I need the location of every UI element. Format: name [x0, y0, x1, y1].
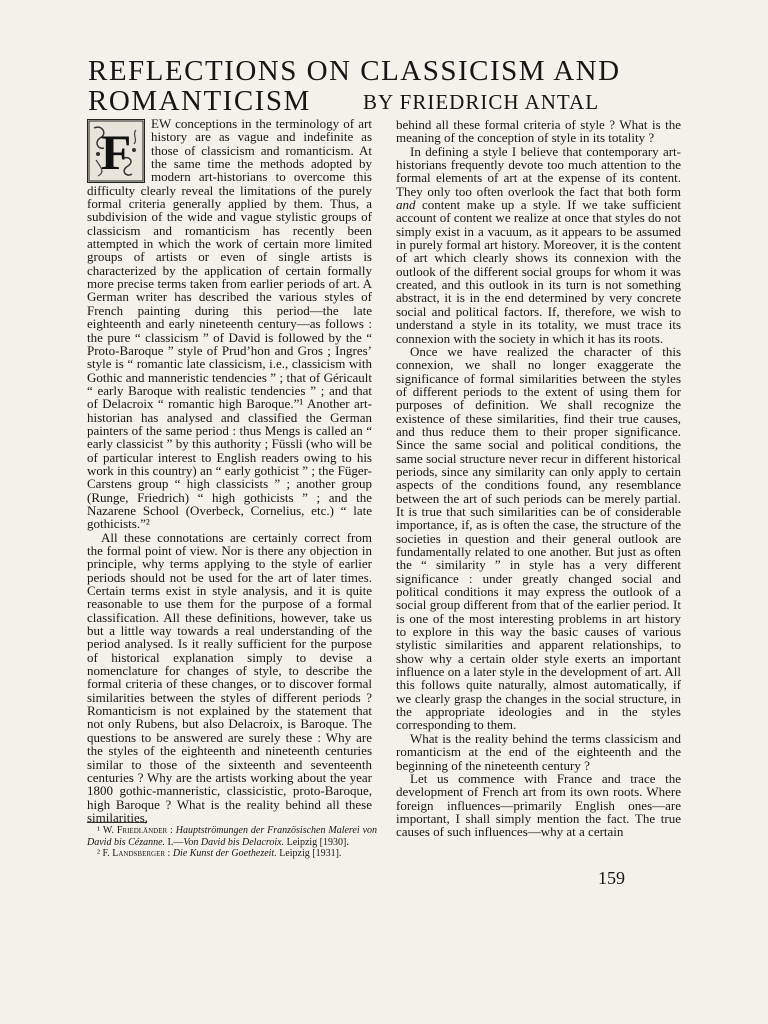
author-byline: BY FRIEDRICH ANTAL: [363, 90, 600, 114]
left-column: [87, 117, 372, 824]
footnote-text: Leipzig [1930].: [284, 836, 349, 848]
paragraph-content-form: [396, 145, 681, 345]
footnote-text: Leipzig [1931].: [276, 848, 342, 859]
footnote-title: Von David bis Delacroix.: [183, 836, 285, 848]
page-number: 159: [598, 868, 625, 888]
footnote-1: [87, 825, 377, 848]
footnote-author: W. Friedländer: [102, 825, 168, 836]
paragraph-1: [87, 117, 372, 531]
footnote-divider: [87, 822, 147, 823]
paragraph-question: What is the reality behind the terms classicism and romanticism at the end of the eighteenth and the beginning of the nineteenth century ?: [396, 730, 681, 773]
footnote-2: [87, 848, 377, 860]
paragraph-connexion: Once we have realized the character of this connexion, we shall no longer exaggerate the significance of formal similarities between the styles of different periods to the extent of using them for purposes of definition. We shall recognize the existence of these similarities, find their true causes, and thus reduce them to their proper significance. Since the same social and political conditions, the same social structure never recur in different historical periods, since any similarity can only apply to certain aspects of the conditions found, any resemblance between the art of such periods can be merely partial. It is true that such similarities can be of considerable importance, if, as is often the case, the structure of the societies in question and their general outlook are fundamentally related to one another. But just as often the “ similarity ” in style has a very different significance : under greatly changed social and political conditions it may express the outlook of a social group different from that of the earlier period. It is one of the most interesting problems in art history to explore in this way the basic causes of various stylistic similarities and apparent relationships, to show why a certain older style exerts an important influence on a later style in the development of art. All this follows quite naturally, almost automatically, if we clearly grasp the changes in the social structure, in the appropriate ideologies and in the styles corresponding to them.: [396, 343, 681, 733]
paragraph-1-text: EW conceptions in the terminology of art history are as vague and indefinite as those of classicism and romanticism. At the same time the methods adopted by modern art-historians to overcome this difficulty clearly reveal the limitations of the purely formal criteria generally applied by them. Thus, a subdivision of the wide and vague stylistic groups of classicism and romanticism has recently been attempted in which the work of certain more limited groups of artists or even of single artists is characterized by the application of certain formally more precise terms taken from earlier periods of art. A German writer has described the various styles of French painting during this period—the late eighteenth and early nineteenth century—as follows : the pure “ classicism ” of David is followed by the “ Proto-Baroque ” style of Prud’hon and Gros ; Ingres’ style is “ romantic late classicism, i.e., classicism with Gothic and manneristic tendencies ” ; that of Géricault “ early Baroque with realistic tendencies ” ; and that of Delacroix “ romantic high Baroque.”¹ Another art-historian has analysed and classified the German painters of the same period : thus Mengs is called an “ early classicist ” by this authority ; Füssli (who will be of particular interest to English readers owing to his work in this country) an “ early gothicist ” ; the Füger-Carstens group “ high classicists ” ; another group (Runge, Friedrich) “ high gothicists ” ; and the Nazarene School (Overbeck, Cornelius, etc.) “ late gothicists.”²: [87, 116, 372, 532]
article-title-line-1: REFLECTIONS ON CLASSICISM AND: [88, 55, 621, 87]
ornamental-initial-icon: [87, 119, 145, 183]
footnote-marker: ²: [97, 848, 100, 859]
paragraph-text: content make up a style. If we take sufficient account of content we realize at once that styles do not simply exist in a vacuum, as it appears to be assumed in purely formal art history. Moreover, it is the content of art which clearly shows its connexion with the outlook of the different social groups for whom it was created, and this outlook in its turn is not something abstract, it is in the end determined by very concrete social and political factors. If, therefore, we wish to understand a style in its totality, we must trace its connexion with the society in which it has its roots.: [396, 197, 681, 346]
footnote-title: Hauptströmungen der Französischen Malerei von David bis Cézanne.: [87, 825, 378, 848]
footnote-text: :: [167, 825, 176, 836]
right-column: [396, 118, 681, 839]
emphasis-and: and: [396, 197, 416, 213]
paragraph-france: Let us commence with France and trace the development of French art from its own roots. Where foreign influences—primarily English ones—are important, I shall simply mention the fact. The true causes of such influences—why at a certain: [396, 770, 681, 840]
footnote-author: F. Landsberger: [102, 848, 166, 859]
dropcap-letter: F: [100, 124, 132, 180]
article-title-line-2: ROMANTICISM: [88, 85, 311, 117]
paragraph-text: In defining a style I believe that contemporary art-historians frequently devote too much attention to the formal elements of art at the expense of its content. They only too often overlook the fact that both form: [396, 143, 681, 199]
footnotes: [87, 825, 377, 860]
footnote-text: :: [165, 848, 173, 859]
paragraph-continued: behind all these formal criteria of style ? What is the meaning of the conception of style in its totality ?: [396, 117, 681, 146]
footnote-marker: ¹: [97, 825, 100, 836]
paragraph-2: All these connotations are certainly correct from the formal point of view. Nor is there any objection in principle, why terms applying to the style of earlier periods should not be used for the art of later times. Certain terms exist in style analysis, and it is quite reasonable to use them for the purpose of a formal classification. All these definitions, however, take us but a little way towards a real understanding of the period analysed. Is it really sufficient for the purpose of historical explanation simply to devise a nomenclature for changes of style, to describe the formal criteria of these changes, or to discover formal similarities between the styles of different periods ? Romanticism is not explained by the statement that not only Rubens, but also Delacroix, is Baroque. The questions to be answered are surely these : Why are the styles of the eighteenth and nineteenth centuries similar to those of the sixteenth and seventeenth centuries ? Why are the artists working about the year 1800 gothic-manneristic, classicistic, proto-Baroque, high Baroque ? What is the reality behind all these similarities,: [87, 529, 372, 825]
footnote-text: I.—: [165, 836, 184, 848]
footnote-title: Die Kunst der Goethezeit.: [172, 848, 277, 859]
